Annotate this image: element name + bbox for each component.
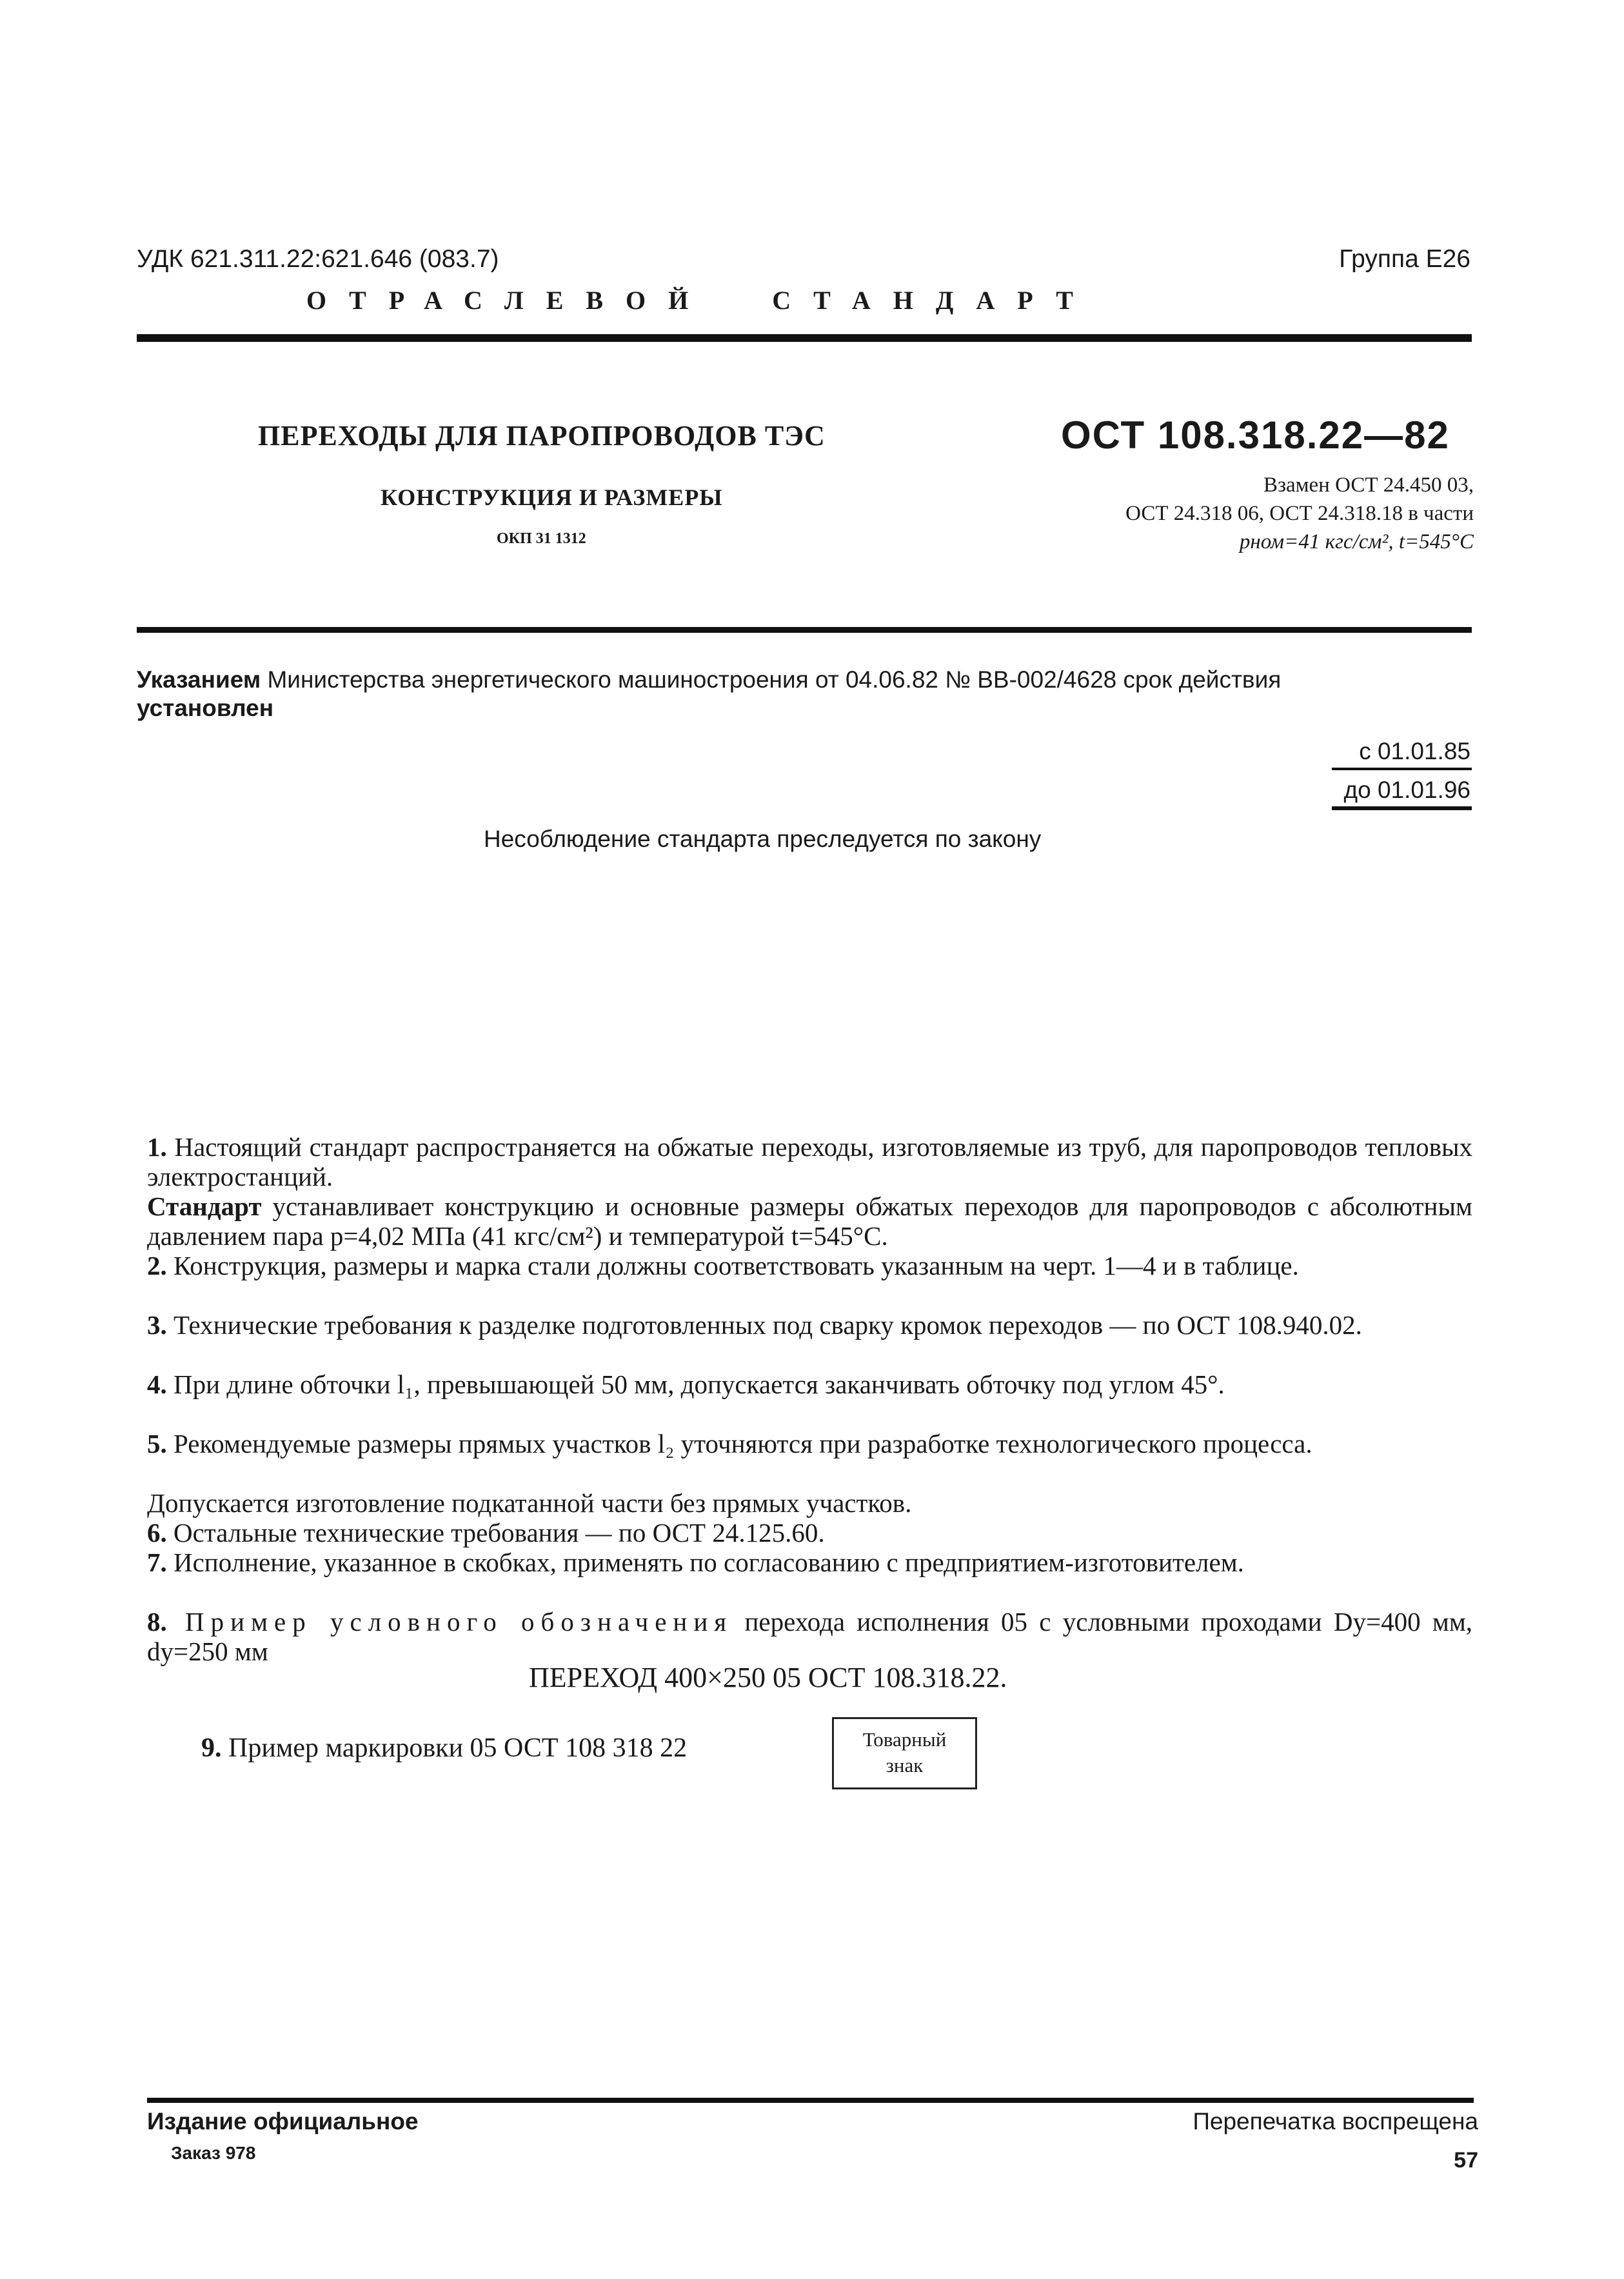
trademark-line-2: знак [886, 1754, 924, 1776]
clause-8-text: перехода исполнения 05 с условными проходами Dу=400 мм, dу=250 мм [147, 1607, 1473, 1666]
replaces-line-3: pном=41 кгс/см², t=545°С [1239, 530, 1474, 553]
udk-code: УДК 621.311.22:621.646 (083.7) [137, 245, 499, 273]
date-from: с 01.01.85 [1359, 738, 1471, 764]
clause-1b-text: устанавливает конструкцию и основные размеры обжатых переходов для паропроводов с абсолютным давлением пара p=4,02 МПа (41 кгс/см²) и температурой t=545°С. [147, 1191, 1472, 1251]
clause-9 [201, 1733, 687, 1764]
clause-3 [147, 1310, 1472, 1340]
date-to-underline [1332, 806, 1472, 810]
clause-3-number: 3. [147, 1310, 167, 1340]
clause-2-text: Конструкция, размеры и марка стали должны соответствовать указанным на черт. 1—4 и в таблице. [166, 1251, 1299, 1280]
clause-6 [147, 1518, 1472, 1548]
clause-8-spaced: Пример условного обозначения [166, 1607, 733, 1637]
decree-body: Министерства энергетического машиностроения от 04.06.82 № ВВ-002/4628 срок действия [261, 666, 1282, 693]
clause-5b-text: Допускается изготовление подкатанной части без прямых участков. [147, 1488, 912, 1518]
trademark-box [832, 1717, 977, 1789]
clause-8-number: 8. [147, 1607, 167, 1637]
date-from-underline [1332, 768, 1472, 770]
clause-8 [147, 1607, 1472, 1666]
okp-code: ОКП 31 1312 [497, 530, 586, 547]
clause-7-number: 7. [147, 1548, 167, 1577]
group-code: Группа Е26 [1339, 245, 1471, 273]
clause-4-text: При длине обточки l₁, превышающей 50 мм, допускается заканчивать обточку под углом 45°. [166, 1369, 1225, 1399]
document-title: ПЕРЕХОДЫ ДЛЯ ПАРОПРОВОДОВ ТЭС [258, 420, 826, 452]
clause-6-text: Остальные технические требования — по ОСТ 24.125.60. [166, 1518, 825, 1548]
replaces-line-2: ОСТ 24.318 06, ОСТ 24.318.18 в части [1125, 502, 1474, 525]
clause-4-number: 4. [147, 1369, 167, 1399]
clause-2 [147, 1251, 1472, 1280]
decree-tail: установлен [137, 695, 274, 721]
standard-type-heading [306, 285, 1096, 315]
trademark-line-1: Товарный [862, 1728, 947, 1751]
clause-5-number: 5. [147, 1429, 167, 1458]
header-rule-thick [137, 334, 1472, 342]
reprint-notice: Перепечатка воспрещена [1193, 2108, 1478, 2135]
footer-rule [147, 2098, 1474, 2103]
clause-1 [147, 1132, 1472, 1191]
clause-5 [147, 1429, 1472, 1458]
clause-9-text: Пример маркировки 05 ОСТ 108 318 22 [221, 1733, 688, 1763]
clause-1-text: Настоящий стандарт распространяется на обжатые переходы, изготовляемые из труб, для паропроводов тепловых электростанций. [147, 1132, 1472, 1191]
standard-word-1: ОТРАСЛЕВОЙ [306, 286, 711, 315]
page-number: 57 [1454, 2148, 1478, 2173]
clause-7-text: Исполнение, указанное в скобках, применять по согласованию с предприятием-изготовителем. [166, 1548, 1244, 1577]
replaces-line-1: Взамен ОСТ 24.450 03, [1263, 473, 1474, 497]
designation-example: ПЕРЕХОД 400×250 05 ОСТ 108.318.22. [529, 1662, 1007, 1693]
clause-1b-lead: Стандарт [147, 1191, 262, 1221]
replaces-block [1032, 471, 1474, 556]
date-to: до 01.01.96 [1343, 777, 1471, 803]
clause-1-number: 1. [147, 1132, 167, 1162]
clause-9-number: 9. [201, 1733, 222, 1763]
title-block-rule [137, 627, 1472, 633]
decree-text [137, 666, 1472, 722]
clause-4 [147, 1369, 1472, 1399]
standard-word-2: СТАНДАРТ [772, 286, 1096, 315]
ost-number: ОСТ 108.318.22—82 [1061, 413, 1450, 457]
clause-5-text: Рекомендуемые размеры прямых участков l₂ уточняются при разработке технологического процесса. [166, 1429, 1312, 1458]
decree-lead: Указанием [137, 666, 261, 693]
clause-2-number: 2. [147, 1251, 167, 1280]
clause-7 [147, 1548, 1472, 1577]
clause-6-number: 6. [147, 1518, 167, 1548]
document-subtitle: КОНСТРУКЦИЯ И РАЗМЕРЫ [381, 484, 723, 510]
order-number: Заказ 978 [171, 2143, 256, 2163]
law-warning: Несоблюдение стандарта преследуется по закону [484, 826, 1042, 852]
edition-label: Издание официальное [147, 2108, 419, 2135]
clause-1b [147, 1191, 1472, 1251]
clause-5b [147, 1488, 1472, 1518]
clause-3-text: Технические требования к разделке подготовленных под сварку кромок переходов — по ОСТ 108.940.02. [166, 1310, 1362, 1340]
